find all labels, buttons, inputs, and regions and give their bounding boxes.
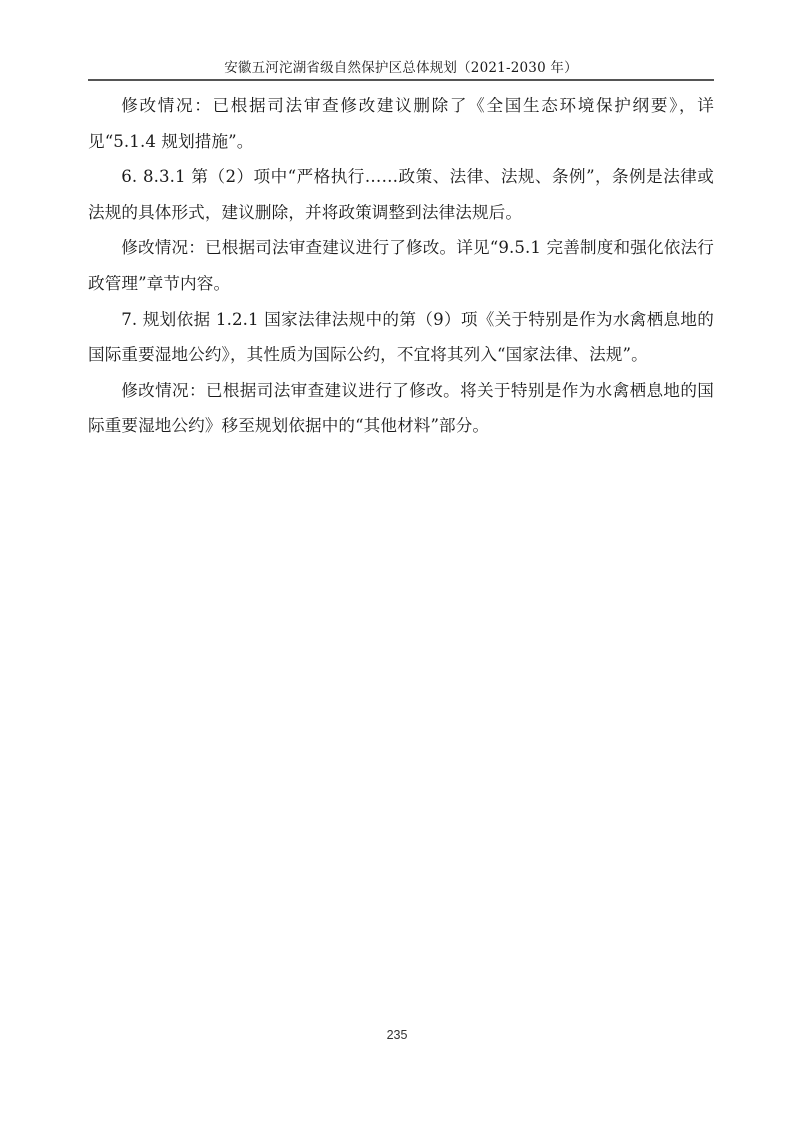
paragraph-comment-7: 7. 规划依据 1.2.1 国家法律法规中的第（9）项《关于特别是作为水禽栖息地的国际重要湿地公约》，其性质为国际公约，不宜将其列入“国家法律、法规”。 bbox=[88, 309, 714, 365]
paragraph-revision-1: 修改情况：已根据司法审查修改建议删除了《全国生态环境保护纲要》，详见“5.1.4 规划措施”。 bbox=[88, 96, 714, 151]
header-divider bbox=[88, 79, 714, 81]
paragraph-revision-2: 修改情况：已根据司法审查建议进行了修改。详见“9.5.1 完善制度和强化依法行政管理”章节内容。 bbox=[88, 238, 714, 293]
page-number: 235 bbox=[386, 1028, 408, 1042]
running-header: 安徽五河沱湖省级自然保护区总体规划（2021-2030 年） bbox=[224, 60, 578, 76]
paragraph-revision-3: 修改情况：已根据司法审查建议进行了修改。将关于特别是作为水禽栖息地的国际重要湿地公约》移至规划依据中的“其他材料”部分。 bbox=[88, 380, 714, 436]
paragraph-comment-6: 6. 8.3.1 第（2）项中“严格执行……政策、法律、法规、条例”，条例是法律或法规的具体形式，建议删除，并将政策调整到法律法规后。 bbox=[88, 167, 714, 222]
document-body bbox=[88, 88, 714, 444]
